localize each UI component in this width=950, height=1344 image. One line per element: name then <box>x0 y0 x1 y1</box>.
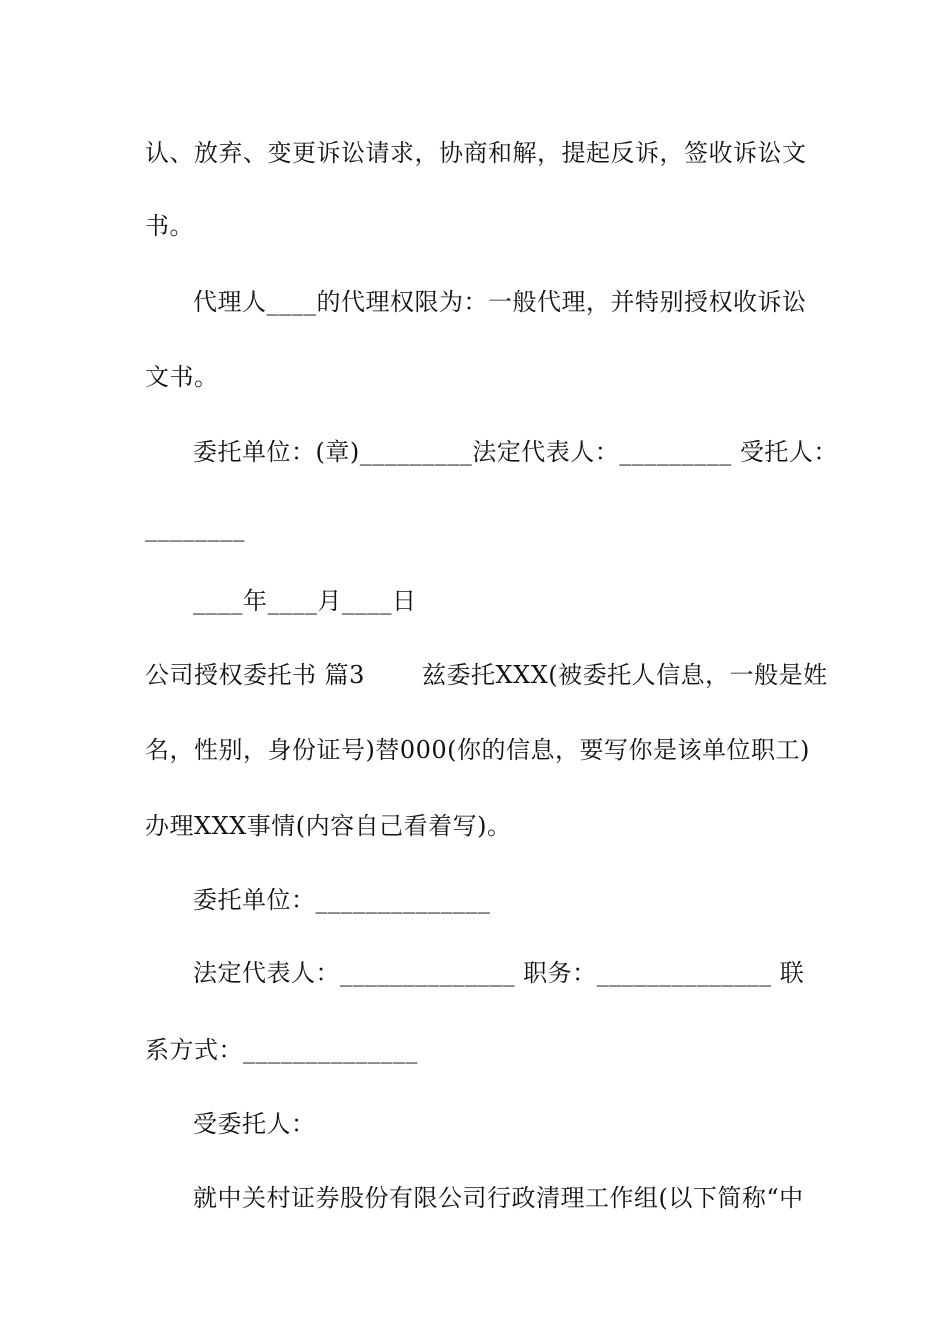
text-line-7: ____年____月____日 <box>193 587 417 615</box>
text-line-4: 文书。 <box>145 363 219 391</box>
text-line-13: 系方式：______________ <box>145 1036 418 1064</box>
text-line-3: 代理人____的代理权限为：一般代理，并特别授权收诉讼 <box>193 288 807 316</box>
text-line-2: 书。 <box>145 212 194 240</box>
text-line-12: 法定代表人：______________ 职务：______________ 联 <box>193 959 805 987</box>
text-line-5: 委托单位：(章)_________法定代表人：_________ 受托人： <box>193 438 838 466</box>
text-line-6: ________ <box>145 514 245 542</box>
text-line-15: 就中关村证券股份有限公司行政清理工作组(以下简称“中 <box>193 1184 804 1212</box>
text-line-14: 受委托人： <box>193 1110 316 1138</box>
text-line-9: 名，性别，身份证号)替000(你的信息，要写你是该单位职工) <box>145 736 810 764</box>
text-line-8: 公司授权委托书 篇3 兹委托XXX(被委托人信息，一般是姓 <box>145 661 828 689</box>
text-line-1: 认、放弃、变更诉讼请求，协商和解，提起反诉，签收诉讼文 <box>145 139 807 167</box>
text-line-11: 委托单位：______________ <box>193 886 491 914</box>
text-line-10: 办理XXX事情(内容自己看着写)。 <box>145 812 512 840</box>
